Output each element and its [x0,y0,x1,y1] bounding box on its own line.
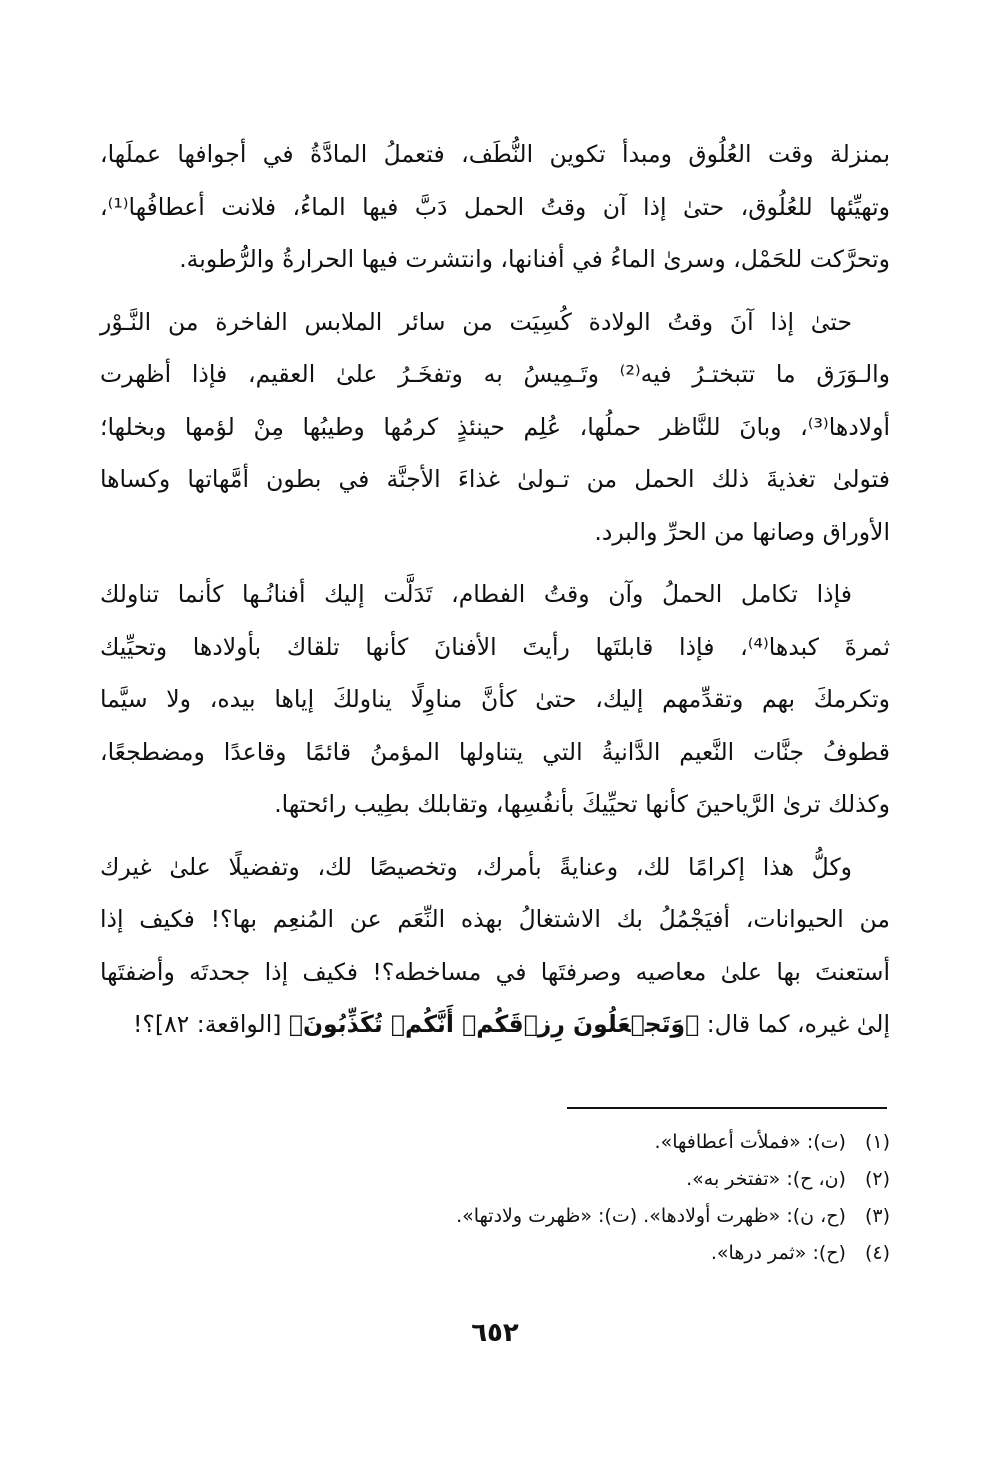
footnote-text: (ح، ن): «ظهرت أولادها». (ت): «ظهرت ولادتها». [456,1205,846,1227]
text-line: والـوَرَق ما تتبختـرُ فيه⁽²⁾ وتَـمِيسُ به وتفخَـرُ علىٰ العقيم، فإذا أظهرت [100,360,890,388]
footnote-number: (٤) [864,1242,890,1264]
footnote-text: (ن، ح): «تفتخر به». [686,1168,846,1190]
footnote-3 [390,1198,890,1235]
text-line: فإذا تكامل الحملُ وآن وقتُ الفطام، تَدَلَّت إليك أفنانُـها كأنما تناولك [100,580,852,608]
footnote-text: (ت): «فملأت أعطافها». [654,1131,846,1153]
text-line: حتىٰ إذا آنَ وقتُ الولادة كُسِيَت من سائر الملابس الفاخرة من النَّـوْر [100,307,852,336]
paragraph-4 [100,841,890,1051]
quran-verse: ﴿وَتَجۡعَلُونَ رِزۡقَكُمۡ أَنَّكُمۡ تُكَذِّبُونَ﴾ [288,1010,700,1038]
paragraph-3 [100,568,890,831]
footnote-divider [567,1107,887,1109]
verse-reference: [الواقعة: ٨٢]؟! [133,1010,282,1038]
footnote-text: (ح): «ثمر درها». [710,1242,846,1264]
text-line: أولادها⁽³⁾، وبانَ للنَّاظر حملُها، عُلِم حينئذٍ كرمُها وطيبُها مِنْ لؤمها وبخلها؛ [100,412,890,441]
footnote-number: (١) [864,1131,890,1153]
text-line: وكلُّ هذا إكرامًا لك، وعنايةً بأمرك، وتخصيصًا لك، وتفضيلًا علىٰ غيرك [100,852,852,881]
footnote-4 [390,1235,890,1272]
text-line: بمنزلة وقت العُلُوق ومبدأ تكوين النُّطَف، فتعملُ المادَّةُ في أجوافها عملَها، [100,140,890,168]
text-line: وتكرمكَ بهم وتقدِّمهم إليك، حتىٰ كأنَّ مناوِلًا يناولكَ إياها بيده، ولا سيَّما [100,685,890,713]
text-line: وكذلك ترىٰ الرَّياحينَ كأنها تحيِّيكَ بأنفُسِها، وتقابلك بطِيب رائحتها. [274,790,890,818]
footnotes [390,1124,890,1272]
paragraph-2 [100,296,890,559]
text-line-with-quote [100,998,890,1051]
text-line: الأوراق وصانها من الحرِّ والبرد. [594,517,890,546]
text-line: أستعنتَ بها علىٰ معاصيه وصرفتَها في مساخطه؟! فكيف إذا جحدتَه وأضفتَها [100,957,890,986]
text-line: وتحرَّكت للحَمْل، وسرىٰ الماءُ في أفنانها، وانتشرت فيها الحرارةُ والرُّطوبة. [179,245,890,273]
text-before-quote: إلىٰ غيره، كما قال: [706,1010,890,1038]
text-line: من الحيوانات، أفيَجْمُلُ بك الاشتغالُ بهذه النِّعَم عن المُنعِم بها؟! فكيف إذا [100,905,890,933]
page-number: ٦٥٢ [471,1318,519,1348]
text-line: قطوفُ جنَّات النَّعيم الدَّانيةُ التي يتناولها المؤمنُ قائمًا وقاعدًا ومضطجعًا، [100,737,890,766]
footnote-number: (٣) [864,1205,890,1227]
footnote-2 [390,1161,890,1198]
main-text [100,128,890,1061]
footnote-number: (٢) [864,1168,890,1190]
paragraph-1 [100,128,890,286]
text-line: وتهيِّئها للعُلُوق، حتىٰ إذا آن وقتُ الحمل دَبَّ فيها الماءُ، فلانت أعطافُها⁽¹⁾، [100,192,890,221]
text-line: ثمرةَ كبدها⁽⁴⁾، فإذا قابلتَها رأيتَ الأفنانَ كأنها تلقاك بأولادها وتحيِّيك [100,632,890,661]
text-line: فتولىٰ تغذيةَ ذلك الحمل من تـولىٰ غذاءَ الأجنَّة في بطون أمَّهاتها وكساها [100,465,890,493]
footnote-1 [390,1124,890,1161]
